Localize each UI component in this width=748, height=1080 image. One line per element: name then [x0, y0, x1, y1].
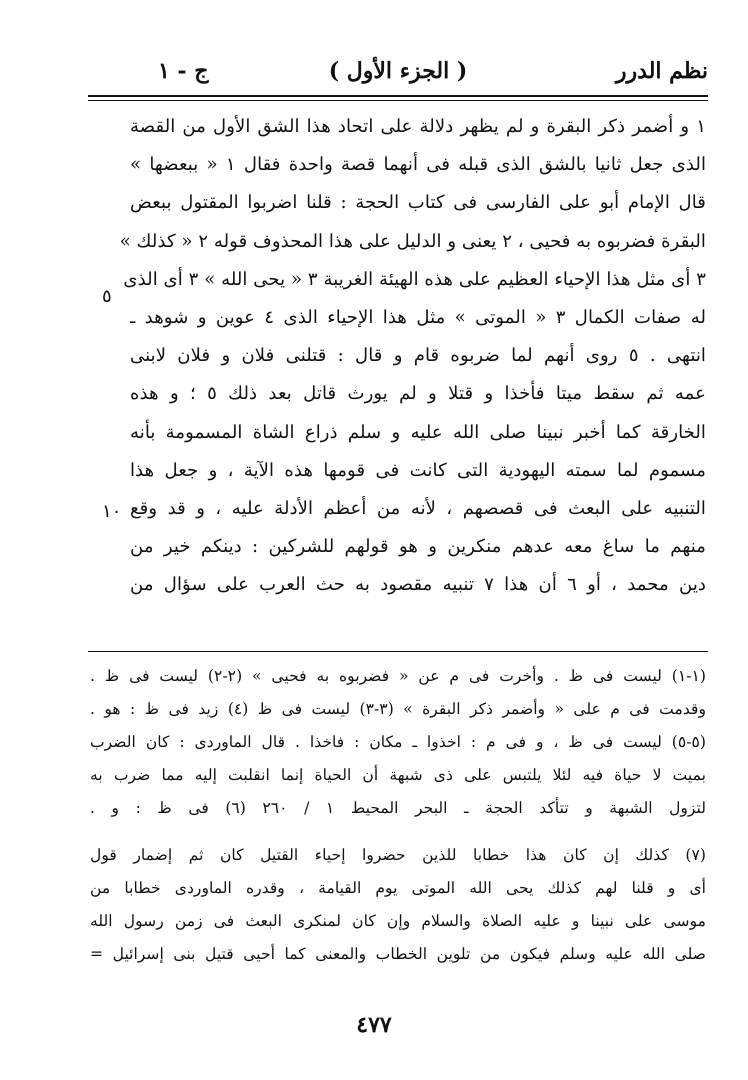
text-line: دين محمد ، أو ٦ أن هذا ٧ تنبيه مقصود به حث العرب على سؤال من [130, 574, 706, 596]
text-line: مسموم لما سمته اليهودية التى كانت فى قومها هذه الآية ، و جعل هذا [130, 459, 706, 481]
text-line: التنبيه على البعث فى قصصهم ، لأنه من أعظم الأدلة عليه ، و قد وقع [130, 497, 706, 519]
footnote-line: لتزول الشبهة و تتأكد الحجة ـ البحر المحيط ١ / ٢٦٠ (٦) فى ظ : و . [90, 799, 706, 817]
footnote-gap [90, 825, 706, 839]
volume-label: ج - ١ [158, 58, 209, 84]
text-line: الخارقة كما أخبر نبينا صلى الله عليه و سلم ذراع الشاة المسمومة بأنه [130, 421, 706, 443]
footnote-line: (٧) كذلك إن كان هذا خطابا للذين حضروا إحياء القتيل كان ثم إضمار قول [90, 846, 706, 864]
book-title: نظم الدرر [615, 58, 708, 84]
text-line: انتهى . ٥ روى أنهم لما ضربوه قام و قال : قتلنى فلان و فلان لابنى [130, 345, 706, 367]
text-line: عمه ثم سقط ميتا فأخذا و قتلا و لم يورث قاتل بعد ذلك ٥ ؛ و هذه [130, 383, 707, 405]
text-line: الذى جعل ثانيا بالشق الذى قبله فى أنهما قصة واحدة فقال ١ « ببعضها » [130, 154, 706, 176]
margin-line-number-10: ١٠ [102, 501, 122, 522]
footnote-separator [88, 651, 708, 652]
text-line: قال الإمام أبو على الفارسى فى كتاب الحجة : قلنا اضربوا المقتول ببعض [130, 192, 706, 214]
main-text [119, 108, 707, 604]
footnote-line: بميت لا حياة فيه لئلا يلتبس على ذى شبهة أن الحياة إنما انقلبت إليه مما ضرب به [90, 766, 706, 784]
footnote-line: أى و قلنا لهم كذلك يحى الله الموتى يوم القيامة ، وقدره الماوردى خطابا من [90, 879, 706, 897]
footnote-line: (٥-٥) ليست فى ظ ، و فى م : اخذوا ـ مكان : فاخذا . قال الماوردى : كان الضرب [90, 733, 706, 751]
footnote-line: صلى الله عليه وسلم فيكون من تلوين الخطاب والمعنى كما أحيى قتيل بنى إسرائيل = [90, 945, 706, 963]
margin-line-number-5: ٥ [102, 286, 112, 307]
text-line: له صفات الكمال ٣ « الموتى » مثل هذا الإحياء الذى ٤ عوين و شوهد ـ [130, 306, 706, 328]
footnotes [90, 660, 706, 971]
part-label: ( الجزء الأول ) [328, 58, 468, 84]
text-line: البقرة فضربوه به فحيى ، ٢ يعنى و الدليل على هذا المحذوف قوله ٢ « كذلك » [119, 230, 706, 252]
footnote-line: (١-١) ليست فى ظ . وأخرت فى م عن « فضربوه به فحيى » (٢-٢) ليست فى ظ . [90, 667, 707, 685]
text-line: ١ و أضمر ذكر البقرة و لم يظهر دلالة على اتحاد هذا الشق الأول من القصة [130, 116, 706, 137]
text-line: منهم ما ساغ معه عدهم منكرين و هو قولهم للشركين : دينكم خير من [130, 536, 706, 558]
footnote-line: موسى على نبينا و عليه الصلاة والسلام وإن كان لمنكرى البعث فى زمن رسول الله [90, 912, 706, 930]
header-rule [88, 95, 708, 101]
footnote-line: وقدمت فى م على « وأضمر ذكر البقرة » (٣-٣) ليست فى ظ (٤) زيد فى ظ : هو . [90, 700, 706, 718]
page-number: ٤٧٧ [356, 1012, 392, 1038]
text-line: ٣ أى مثل هذا الإحياء العظيم على هذه الهيئة الغريبة ٣ « يحى الله » ٣ أى الذى [123, 268, 706, 290]
running-header [88, 58, 708, 94]
